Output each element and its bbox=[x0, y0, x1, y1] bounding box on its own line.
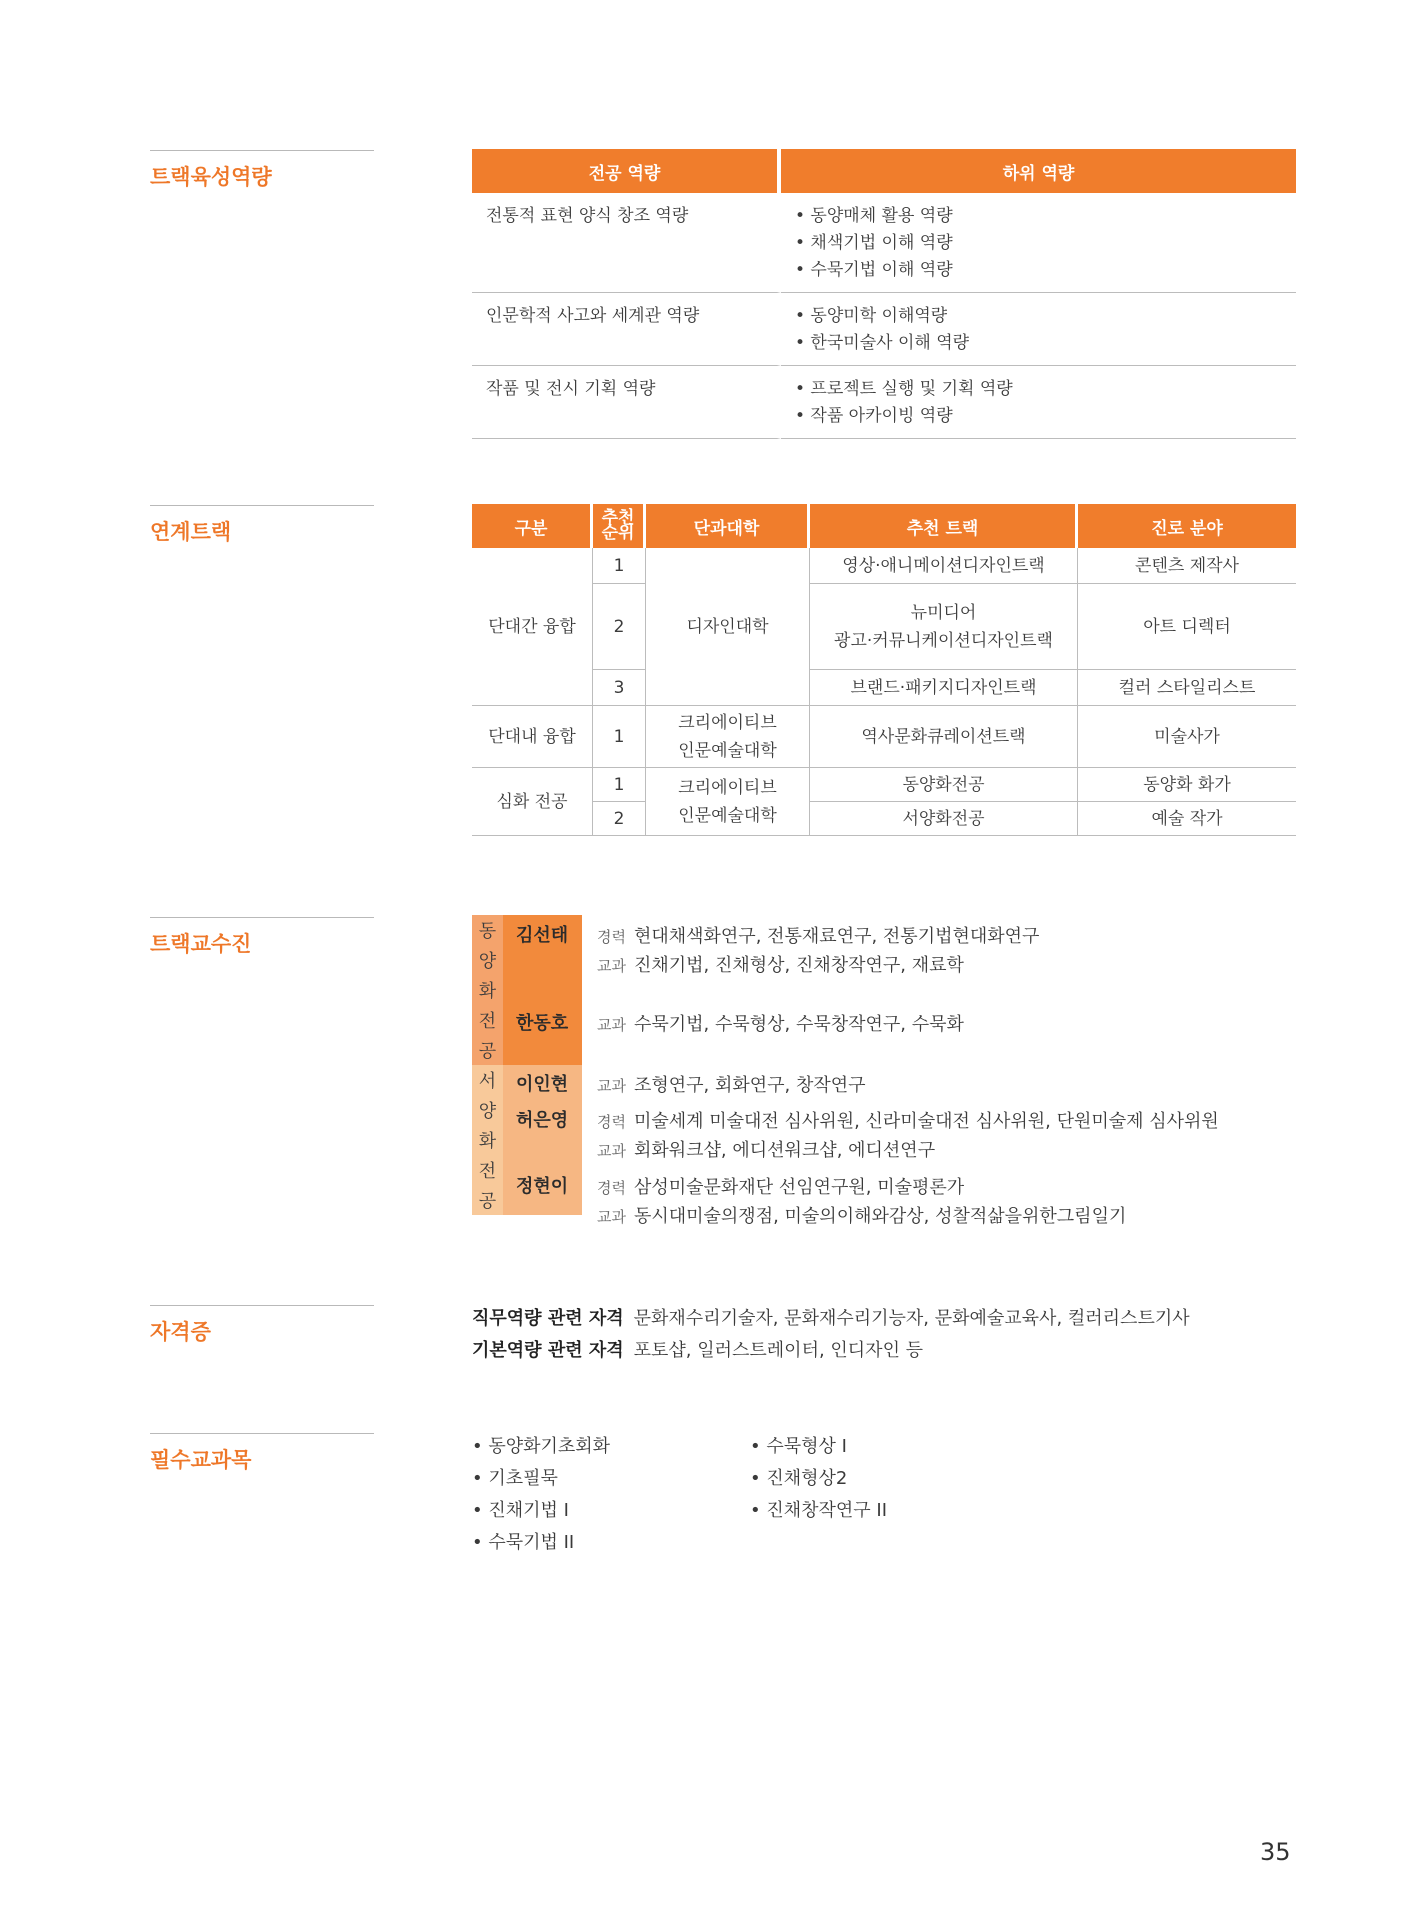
page-number: 35 bbox=[1260, 1838, 1291, 1866]
subject-tag: 교과 bbox=[597, 957, 626, 975]
professor-name: 허은영 bbox=[516, 1110, 569, 1131]
subject-text: 동시대미술의쟁점, 미술의이해와감상, 성찰적삶을위한그림일기 bbox=[633, 1206, 1127, 1227]
certificate-job-label: 직무역량 관련 자격 bbox=[472, 1308, 624, 1329]
list-item: • 작품 아카이빙 역량 bbox=[795, 406, 953, 426]
header-rank bbox=[593, 504, 646, 548]
list-item: • 수묵기법 이해 역량 bbox=[795, 260, 953, 280]
professor-career bbox=[597, 1173, 964, 1199]
certificate-basic bbox=[472, 1336, 923, 1362]
college-cell bbox=[646, 768, 810, 836]
professor-subjects bbox=[597, 1202, 1126, 1228]
career-tag: 경력 bbox=[597, 1179, 626, 1197]
professor-subjects bbox=[597, 1010, 964, 1036]
section-label-required-courses: 필수교과목 bbox=[150, 1433, 374, 1474]
track-cell bbox=[810, 584, 1078, 670]
dept-char: 양 bbox=[478, 1101, 497, 1122]
career-cell: 컬러 스타일리스트 bbox=[1078, 670, 1296, 706]
track-line: 뉴미디어 bbox=[910, 602, 977, 623]
career-cell: 미술사가 bbox=[1078, 706, 1296, 768]
section-label-faculty: 트랙교수진 bbox=[150, 917, 374, 958]
list-item: • 프로젝트 실행 및 기획 역량 bbox=[795, 379, 1013, 399]
professor-name: 이인현 bbox=[516, 1074, 569, 1095]
course-item: • 진채형상2 bbox=[750, 1468, 848, 1489]
professor-subjects bbox=[597, 1071, 866, 1097]
career-cell: 동양화 화가 bbox=[1078, 768, 1296, 802]
subject-tag: 교과 bbox=[597, 1016, 626, 1034]
list-item: • 동양매체 활용 역량 bbox=[795, 206, 953, 226]
table-row bbox=[472, 366, 1296, 439]
subject-text: 회화워크샵, 에디션워크샵, 에디션연구 bbox=[633, 1140, 936, 1161]
course-item: • 기초필묵 bbox=[472, 1468, 558, 1489]
header-major-competency: 전공 역량 bbox=[472, 149, 781, 193]
header-rank-line2: 순위 bbox=[601, 523, 635, 543]
subject-text: 수묵기법, 수묵형상, 수묵창작연구, 수묵화 bbox=[633, 1014, 964, 1035]
college-line: 크리에이티브 bbox=[678, 777, 777, 798]
college-line: 인문예술대학 bbox=[678, 740, 777, 761]
dept-char: 서 bbox=[478, 1071, 497, 1092]
course-item: • 진채기법 I bbox=[472, 1500, 569, 1521]
sub-competencies bbox=[781, 366, 1296, 439]
professor-name: 김선태 bbox=[516, 925, 569, 946]
major-competency: 작품 및 전시 기획 역량 bbox=[472, 366, 781, 439]
rank-cell: 2 bbox=[593, 802, 646, 836]
professor-name: 한동호 bbox=[516, 1013, 569, 1034]
table-row bbox=[472, 293, 1296, 366]
career-tag: 경력 bbox=[597, 1113, 626, 1131]
rank-cell: 3 bbox=[593, 670, 646, 706]
table-row bbox=[472, 706, 1296, 768]
dept-char: 공 bbox=[478, 1191, 497, 1212]
rank-cell: 2 bbox=[593, 584, 646, 670]
professor-career bbox=[597, 1107, 1219, 1133]
type-cell: 단대내 융합 bbox=[472, 706, 593, 768]
course-item: • 수묵형상 I bbox=[750, 1436, 847, 1457]
subject-text: 진채기법, 진채형상, 진채창작연구, 재료학 bbox=[633, 955, 964, 976]
career-cell: 아트 디렉터 bbox=[1078, 584, 1296, 670]
type-cell: 심화 전공 bbox=[472, 768, 593, 836]
track-cell: 역사문화큐레이션트랙 bbox=[810, 706, 1078, 768]
table-row bbox=[472, 670, 1296, 706]
course-item: • 동양화기초회화 bbox=[472, 1436, 611, 1457]
list-item: • 한국미술사 이해 역량 bbox=[795, 333, 970, 353]
certificate-job-value: 문화재수리기술자, 문화재수리기능자, 문화예술교육사, 컬러리스트기사 bbox=[633, 1308, 1190, 1329]
subject-tag: 교과 bbox=[597, 1208, 626, 1226]
table-row bbox=[472, 802, 1296, 836]
section-label-competency: 트랙육성역량 bbox=[150, 150, 374, 191]
table-row bbox=[472, 584, 1296, 670]
dept-char: 동 bbox=[478, 921, 497, 942]
header-type: 구분 bbox=[472, 504, 593, 548]
dept-char: 화 bbox=[478, 981, 497, 1002]
rank-cell: 1 bbox=[593, 768, 646, 802]
competency-table bbox=[472, 149, 1296, 439]
header-sub-competency: 하위 역량 bbox=[781, 149, 1296, 193]
college-line: 크리에이티브 bbox=[678, 712, 777, 733]
major-competency: 전통적 표현 양식 창조 역량 bbox=[472, 193, 781, 293]
track-cell: 서양화전공 bbox=[810, 802, 1078, 836]
certificate-job bbox=[472, 1304, 1190, 1330]
career-cell: 콘텐츠 제작사 bbox=[1078, 548, 1296, 584]
header-rank-line1: 추천 bbox=[601, 508, 635, 528]
sub-competencies bbox=[781, 193, 1296, 293]
major-competency: 인문학적 사고와 세계관 역량 bbox=[472, 293, 781, 366]
subject-tag: 교과 bbox=[597, 1142, 626, 1160]
track-line: 광고·커뮤니케이션디자인트랙 bbox=[834, 630, 1053, 651]
professor-name: 정현이 bbox=[516, 1176, 569, 1197]
table-row bbox=[472, 548, 1296, 584]
professor-career bbox=[597, 922, 1039, 948]
course-item: • 수묵기법 II bbox=[472, 1532, 575, 1553]
rank-cell: 1 bbox=[593, 548, 646, 584]
career-text: 삼성미술문화재단 선임연구원, 미술평론가 bbox=[633, 1177, 965, 1198]
header-college: 단과대학 bbox=[646, 504, 810, 548]
section-label-linked-track: 연계트랙 bbox=[150, 505, 374, 546]
career-cell: 예술 작가 bbox=[1078, 802, 1296, 836]
header-track: 추천 트랙 bbox=[810, 504, 1078, 548]
dept-char: 전 bbox=[478, 1011, 497, 1032]
professor-subjects bbox=[597, 951, 964, 977]
list-item: • 동양미학 이해역량 bbox=[795, 306, 948, 326]
course-item: • 진채창작연구 II bbox=[750, 1500, 888, 1521]
linked-track-table bbox=[472, 504, 1296, 836]
career-text: 현대채색화연구, 전통재료연구, 전통기법현대화연구 bbox=[633, 926, 1040, 947]
sub-competencies bbox=[781, 293, 1296, 366]
track-cell: 브랜드·패키지디자인트랙 bbox=[810, 670, 1078, 706]
dept-char: 양 bbox=[478, 951, 497, 972]
section-label-certificates: 자격증 bbox=[150, 1305, 374, 1346]
dept-label-western-painting bbox=[472, 1065, 503, 1215]
certificate-basic-label: 기본역량 관련 자격 bbox=[472, 1340, 624, 1361]
college-cell: 디자인대학 bbox=[646, 548, 810, 706]
type-cell: 단대간 융합 bbox=[472, 548, 593, 706]
subject-text: 조형연구, 회화연구, 창작연구 bbox=[633, 1075, 866, 1096]
dept-label-oriental-painting bbox=[472, 915, 503, 1065]
college-line: 인문예술대학 bbox=[678, 805, 777, 826]
list-item: • 채색기법 이해 역량 bbox=[795, 233, 953, 253]
track-cell: 영상·애니메이션디자인트랙 bbox=[810, 548, 1078, 584]
table-row bbox=[472, 193, 1296, 293]
dept-char: 화 bbox=[478, 1131, 497, 1152]
subject-tag: 교과 bbox=[597, 1077, 626, 1095]
career-text: 미술세계 미술대전 심사위원, 신라미술대전 심사위원, 단원미술제 심사위원 bbox=[633, 1111, 1219, 1132]
college-cell bbox=[646, 706, 810, 768]
dept-char: 공 bbox=[478, 1041, 497, 1062]
header-career: 진로 분야 bbox=[1078, 504, 1296, 548]
career-tag: 경력 bbox=[597, 928, 626, 946]
table-row bbox=[472, 768, 1296, 802]
certificate-basic-value: 포토샵, 일러스트레이터, 인디자인 등 bbox=[633, 1340, 924, 1361]
track-cell: 동양화전공 bbox=[810, 768, 1078, 802]
dept-char: 전 bbox=[478, 1161, 497, 1182]
professor-subjects bbox=[597, 1136, 935, 1162]
rank-cell: 1 bbox=[593, 706, 646, 768]
